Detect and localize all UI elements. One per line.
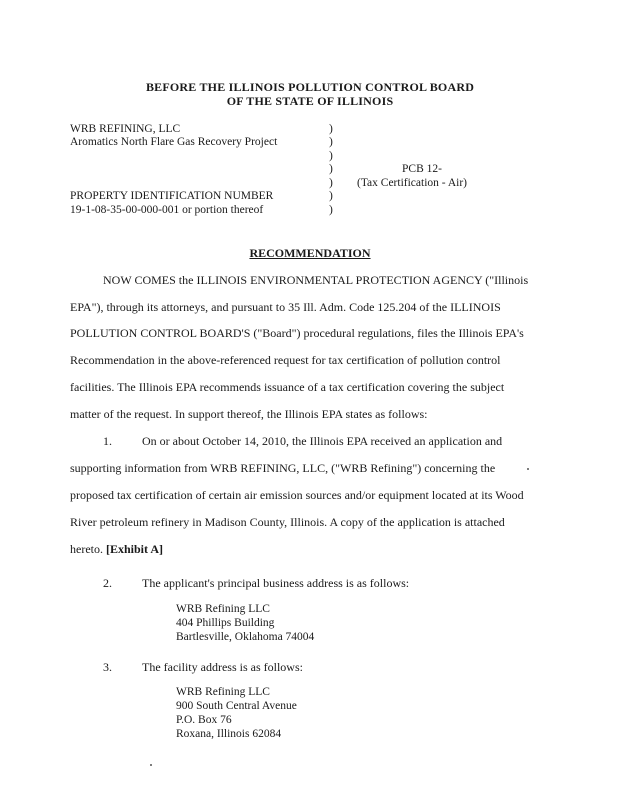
exhibit-reference: [Exhibit A] xyxy=(105,542,163,556)
address-line: 900 South Central Avenue xyxy=(176,700,297,712)
caption-property-label: PROPERTY IDENTIFICATION NUMBER xyxy=(70,190,274,202)
paragraph-number: 3. xyxy=(103,660,112,674)
caption-paren: ) xyxy=(329,123,333,135)
address-line: P.O. Box 76 xyxy=(176,714,232,726)
caption-paren: ) xyxy=(329,163,333,175)
scan-speck xyxy=(527,468,529,470)
caption-paren: ) xyxy=(329,136,333,148)
body-line: NOW COMES the ILLINOIS ENVIRONMENTAL PROTECTION AGENCY ("Illinois xyxy=(103,273,529,287)
address-line: Bartlesville, Oklahoma 74004 xyxy=(176,631,315,643)
caption-paren: ) xyxy=(329,150,333,162)
body-line: EPA"), through its attorneys, and pursuant to 35 Ill. Adm. Code 125.204 of the ILLINOIS xyxy=(70,300,501,314)
address-line: 404 Phillips Building xyxy=(176,617,275,629)
address-line: WRB Refining LLC xyxy=(176,686,270,698)
caption-paren: ) xyxy=(329,177,333,189)
body-line: POLLUTION CONTROL BOARD'S ("Board") procedural regulations, files the Illinois EPA's xyxy=(70,326,524,340)
paragraph-number: 1. xyxy=(103,434,112,448)
document-title: RECOMMENDATION xyxy=(249,246,371,260)
caption-paren: ) xyxy=(329,204,333,216)
body-line: The facility address is as follows: xyxy=(142,660,303,674)
caption-property-number: 19-1-08-35-00-000-001 or portion thereof xyxy=(70,204,264,216)
address-line: Roxana, Illinois 62084 xyxy=(176,728,282,740)
body-line: facilities. The Illinois EPA recommends issuance of a tax certification covering the subject xyxy=(70,380,505,394)
body-line: On or about October 14, 2010, the Illinois EPA received an application and xyxy=(142,434,503,448)
body-text: hereto. xyxy=(70,542,103,556)
caption-project-name: Aromatics North Flare Gas Recovery Project xyxy=(70,136,278,148)
scan-speck xyxy=(150,764,152,766)
body-line: proposed tax certification of certain air emission sources and/or equipment located at its Wood xyxy=(70,488,524,502)
case-type: (Tax Certification - Air) xyxy=(357,177,468,189)
body-line: Recommendation in the above-referenced request for tax certification of pollution control xyxy=(70,353,501,367)
body-line: River petroleum refinery in Madison County, Illinois. A copy of the application is attached xyxy=(70,515,505,529)
body-line-last xyxy=(70,542,163,557)
paragraph-number: 2. xyxy=(103,576,112,590)
body-line: supporting information from WRB REFINING, LLC, ("WRB Refining") concerning the xyxy=(70,461,496,475)
board-heading-line2: OF THE STATE OF ILLINOIS xyxy=(226,94,394,108)
address-line: WRB Refining LLC xyxy=(176,603,270,615)
caption-party-name: WRB REFINING, LLC xyxy=(70,123,181,135)
body-line: matter of the request. In support thereof, the Illinois EPA states as follows: xyxy=(70,407,428,421)
body-line: The applicant's principal business address is as follows: xyxy=(142,576,410,590)
caption-paren: ) xyxy=(329,190,333,202)
case-number: PCB 12- xyxy=(402,163,442,175)
board-heading-line1: BEFORE THE ILLINOIS POLLUTION CONTROL BOARD xyxy=(145,80,475,94)
